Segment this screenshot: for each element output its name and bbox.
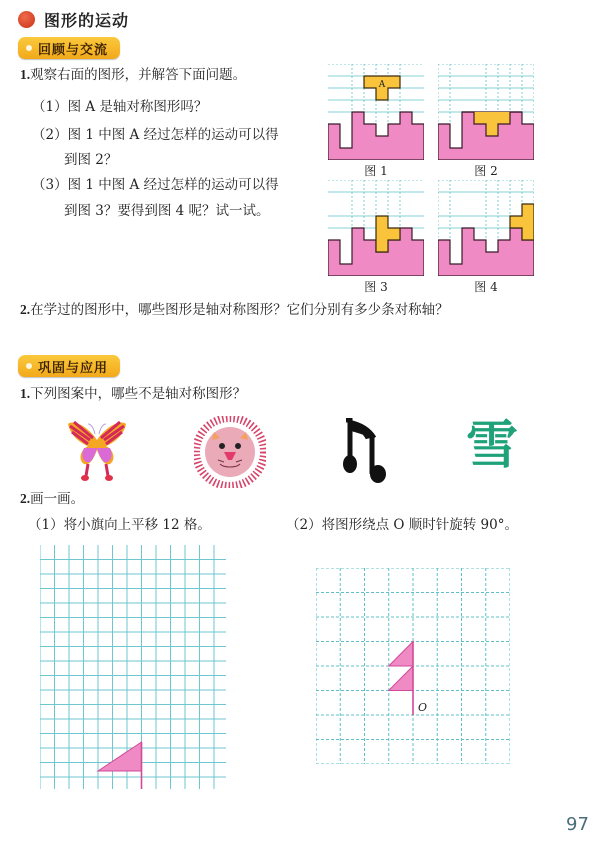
figure-2 <box>438 64 534 160</box>
question-text: 下列图案中，哪些不是轴对称图形？ <box>30 386 247 402</box>
sub-question-2 <box>32 126 279 144</box>
figure-3 <box>328 180 424 276</box>
sub-number: （3） <box>32 177 68 193</box>
question-text: 画一画。 <box>30 491 85 507</box>
rotation-triangle-top <box>389 642 413 667</box>
question-number: 1. <box>20 67 31 82</box>
lion-face-icon <box>194 416 266 488</box>
figure-2-caption: 图 2 <box>474 164 498 178</box>
apply-question-1 <box>20 385 246 403</box>
flag-shape <box>98 742 142 771</box>
figure-1-caption: 图 1 <box>364 164 388 178</box>
rotation-triangle-bottom <box>389 666 413 691</box>
red-circle-bullet-icon <box>18 11 35 28</box>
question-1 <box>20 66 246 84</box>
sub-question-3-line2: 到图 3？要得到图 4 呢？试一试。 <box>64 203 270 219</box>
pill-dot-icon <box>26 45 32 51</box>
page-number: 97 <box>566 814 589 835</box>
sub-text: 图 1 中图 A 经过怎样的运动可以得 <box>67 177 279 193</box>
snow-character-image: 雪 <box>465 416 518 476</box>
draw-sub-1: （1）将小旗向上平移 12 格。 <box>28 517 211 533</box>
sub-text: 图 1 中图 A 经过怎样的运动可以得 <box>67 127 279 143</box>
apply-question-2 <box>20 490 84 508</box>
section-review-pill <box>18 37 120 59</box>
music-note-icon <box>342 418 390 484</box>
question-text: 观察右面的图形，并解答下面问题。 <box>30 67 247 83</box>
pill-dot-icon <box>26 363 32 369</box>
figure-a-label: A <box>378 80 386 90</box>
translation-grid[interactable] <box>40 545 226 789</box>
figure-3-caption: 图 3 <box>364 280 388 294</box>
figure-4-caption: 图 4 <box>474 280 498 294</box>
butterfly-icon <box>66 418 128 484</box>
sub-question-1 <box>32 98 207 116</box>
sub-question-2-line2: 到图 2？ <box>64 152 118 168</box>
sub-text: 图 A 是轴对称图形吗？ <box>67 99 208 115</box>
sub-question-3 <box>32 176 279 194</box>
rotation-grid[interactable] <box>316 568 510 764</box>
sub-number: （2） <box>32 127 68 143</box>
chapter-title <box>18 8 129 30</box>
question-text: 在学过的图形中，哪些图形是轴对称图形？它们分别有多少条对称轴？ <box>30 302 449 318</box>
section-apply-pill <box>18 355 120 377</box>
section-review-label: 回顾与交流 <box>38 42 109 58</box>
section-apply-label: 巩固与应用 <box>38 360 109 376</box>
question-number: 2. <box>20 302 31 317</box>
draw-sub-2: （2）将图形绕点 O 顺时针旋转 90°。 <box>286 517 518 533</box>
question-number: 1. <box>20 386 31 401</box>
sub-number: （1） <box>32 99 68 115</box>
figure-4 <box>438 180 534 276</box>
point-o-label: O <box>418 701 428 714</box>
figure-1 <box>328 64 424 160</box>
question-2 <box>20 301 449 319</box>
chapter-title-text: 图形的运动 <box>44 10 130 30</box>
question-number: 2. <box>20 491 31 506</box>
